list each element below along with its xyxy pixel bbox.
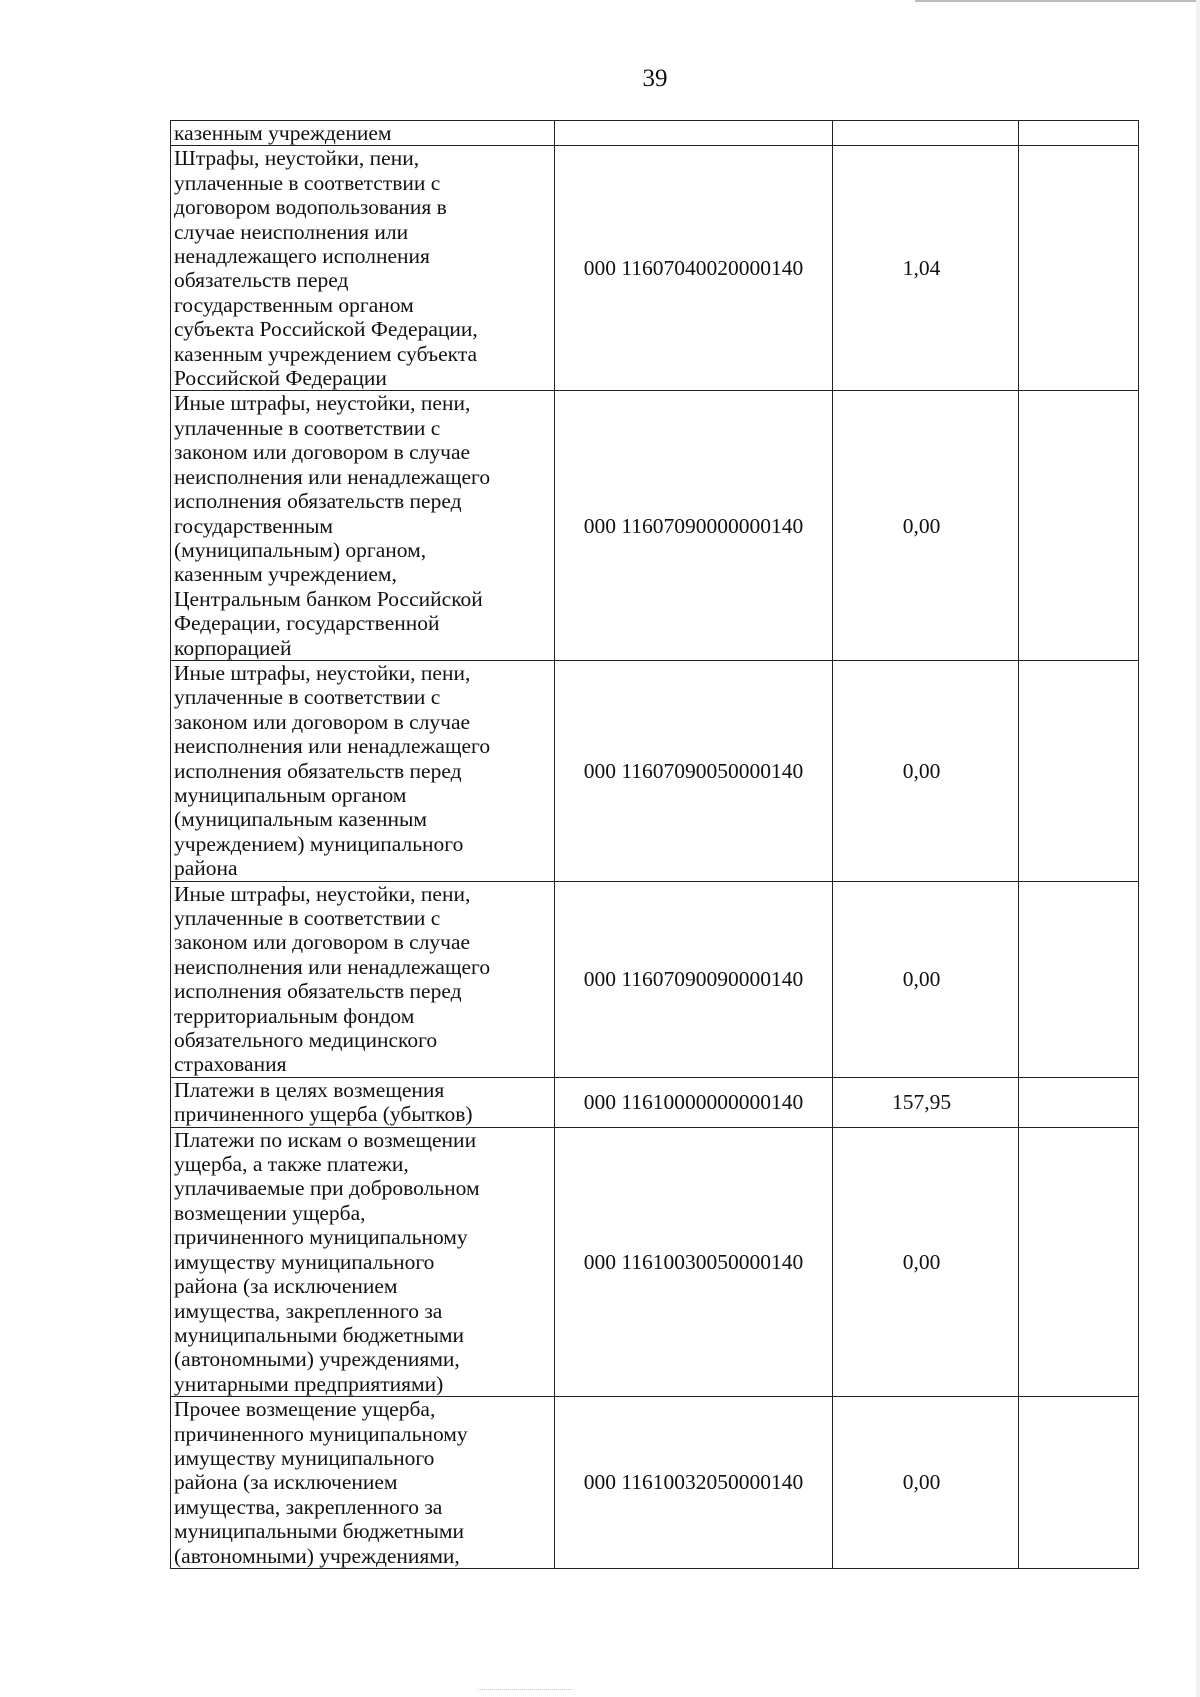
budget-code-cell: 000 11607090090000140: [555, 881, 833, 1077]
scan-edge-bottom: [478, 1689, 573, 1691]
amount-cell: 0,00: [833, 1127, 1019, 1396]
amount-cell: [833, 121, 1019, 146]
revenue-name-cell: Прочее возмещение ущерба, причиненного муниципальному имуществу муниципального района (за исключением имущества, закрепленного за муниципальными бюджетными (автономными) учреждениями,: [171, 1397, 555, 1569]
budget-code-cell: 000 11610032050000140: [555, 1397, 833, 1569]
empty-cell: [1019, 881, 1139, 1077]
empty-cell: [1019, 660, 1139, 881]
empty-cell: [1019, 1397, 1139, 1569]
revenue-name-cell: Платежи по искам о возмещении ущерба, а также платежи, уплачиваемые при добровольном возмещении ущерба, причиненного муниципальному имуществу муниципального района (за исключением имущества, закрепленного за муниципальными бюджетными (автономными) учреждениями, унитарными предприятиями): [171, 1127, 555, 1396]
table-row: [171, 660, 1139, 881]
budget-code-cell: 000 11607090050000140: [555, 660, 833, 881]
empty-cell: [1019, 391, 1139, 660]
table-row: [171, 1077, 1139, 1127]
amount-cell: 0,00: [833, 881, 1019, 1077]
budget-code-cell: 000 11610000000000140: [555, 1077, 833, 1127]
table-row: [171, 121, 1139, 146]
scan-edge-right: [1196, 0, 1200, 1697]
scan-edge-top: [915, 0, 1200, 2]
revenue-name-cell: Иные штрафы, неустойки, пени, уплаченные в соответствии с законом или договором в случае неисполнения или ненадлежащего исполнения обязательств перед муниципальным органом (муниципальным казенным учреждением) муниципального района: [171, 660, 555, 881]
revenue-name-cell: Иные штрафы, неустойки, пени, уплаченные в соответствии с законом или договором в случае неисполнения или ненадлежащего исполнения обязательств перед территориальным фондом обязательного медицинского страхования: [171, 881, 555, 1077]
budget-code-cell: 000 11607090000000140: [555, 391, 833, 660]
amount-cell: 0,00: [833, 660, 1019, 881]
budget-code-cell: [555, 121, 833, 146]
table-row: [171, 881, 1139, 1077]
budget-revenue-table: [170, 120, 1139, 1569]
table-row: [171, 1127, 1139, 1396]
table-row: [171, 1397, 1139, 1569]
amount-cell: 0,00: [833, 391, 1019, 660]
table-row: [171, 146, 1139, 391]
table-row: [171, 391, 1139, 660]
empty-cell: [1019, 146, 1139, 391]
revenue-name-cell: Иные штрафы, неустойки, пени, уплаченные в соответствии с законом или договором в случае неисполнения или ненадлежащего исполнения обязательств перед государственным (муниципальным) органом, казенным учреждением, Центральным банком Российской Федерации, государственной корпорацией: [171, 391, 555, 660]
budget-code-cell: 000 11607040020000140: [555, 146, 833, 391]
revenue-name-cell: Штрафы, неустойки, пени, уплаченные в соответствии с договором водопользования в случае неисполнения или ненадлежащего исполнения обязательств перед государственным органом субъекта Российской Федерации, казенным учреждением субъекта Российской Федерации: [171, 146, 555, 391]
empty-cell: [1019, 1077, 1139, 1127]
revenue-name-cell: Платежи в целях возмещения причиненного ущерба (убытков): [171, 1077, 555, 1127]
empty-cell: [1019, 1127, 1139, 1396]
budget-code-cell: 000 11610030050000140: [555, 1127, 833, 1396]
page-number: 39: [642, 65, 668, 92]
amount-cell: 0,00: [833, 1397, 1019, 1569]
amount-cell: 1,04: [833, 146, 1019, 391]
amount-cell: 157,95: [833, 1077, 1019, 1127]
revenue-name-cell: казенным учреждением: [171, 121, 555, 146]
empty-cell: [1019, 121, 1139, 146]
